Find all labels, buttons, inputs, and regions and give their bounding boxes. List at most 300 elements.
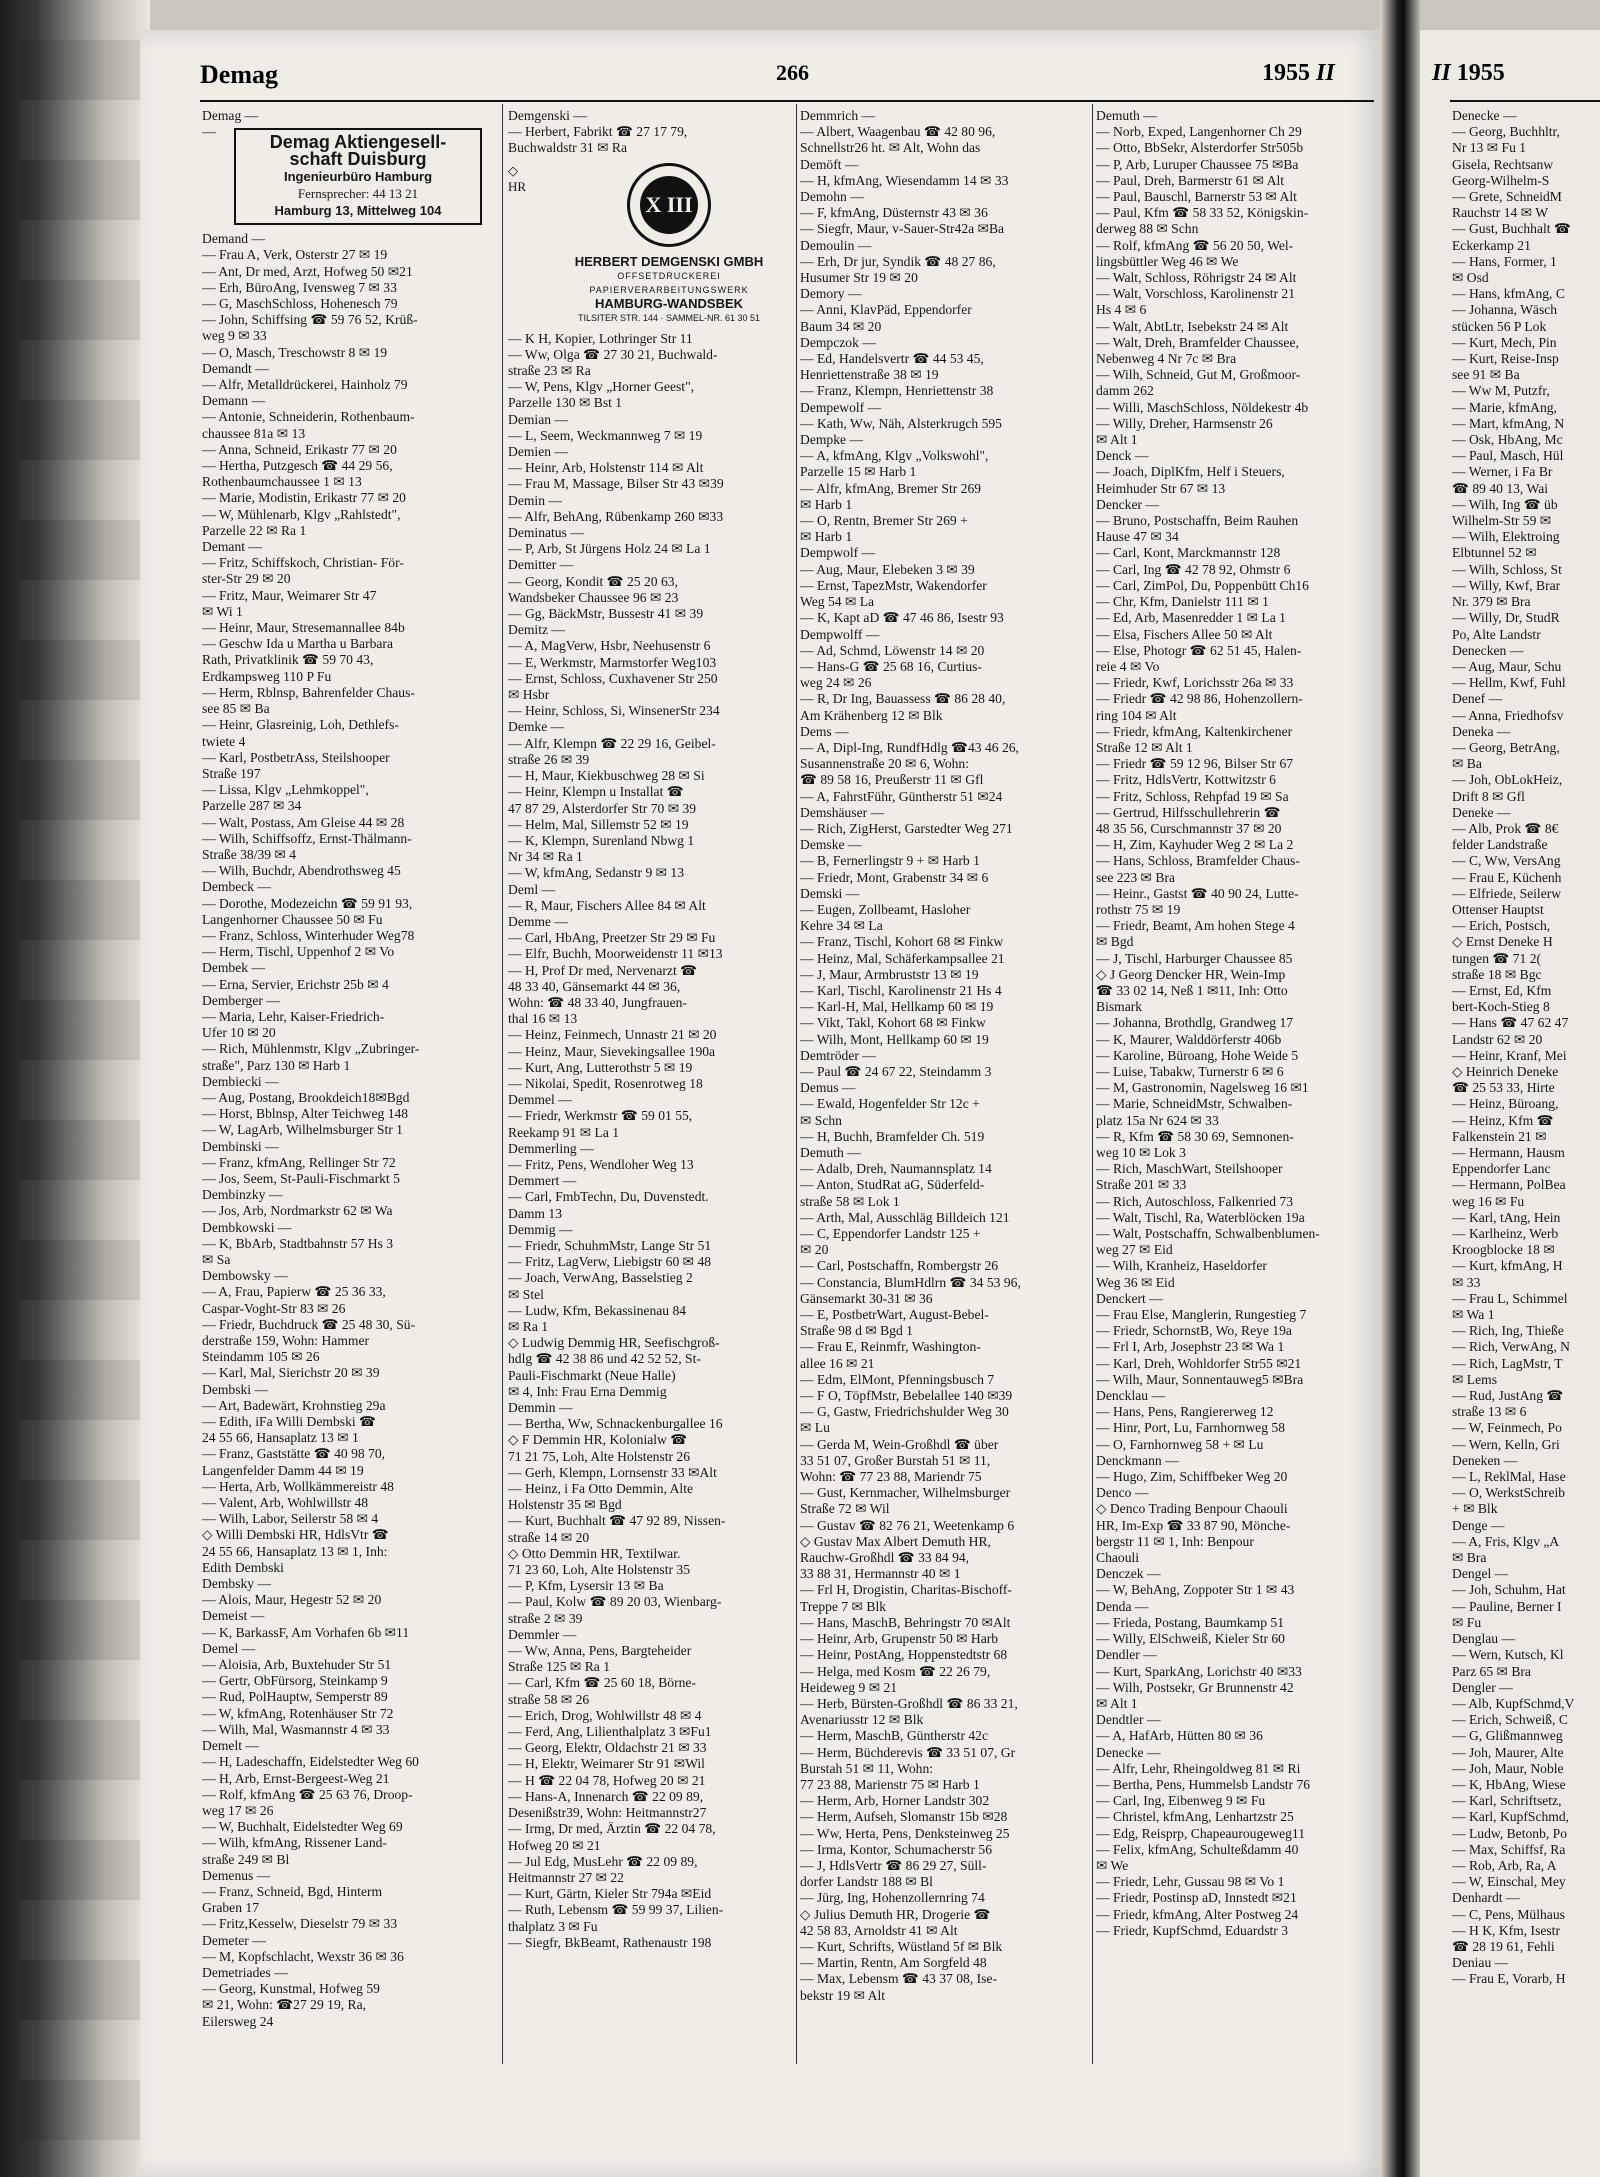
entry-line: — Carl, Kont, Marckmannstr 128 [1096,545,1281,561]
entry-line: — Osk, HbAng, Mc [1452,432,1563,448]
entry-line: — Franz, kfmAng, Rellinger Str 72 [202,1154,396,1170]
entry-line: Parzelle 15 ✉ Harb 1 [800,464,917,480]
entry-line: 24 55 66, Hansaplatz 13 ✉ 1, Inh: [202,1543,388,1559]
entry-line: Landstr 62 ✉ 20 [1452,1031,1543,1047]
entry-line: — Aloisia, Arb, Buxtehuder Str 51 [202,1657,392,1673]
entry-line: — Bertha, Ww, Schnackenburgallee 16 [508,1416,723,1432]
entry-line: — Frau M, Massage, Bilser Str 43 ✉39 [508,476,724,492]
entry-line: Demberger — [202,992,280,1008]
ad-line: HAMBURG-WANDSBEK [594,295,744,311]
ad-line: OFFSETDRUCKEREI [617,270,721,281]
entry-line: Dembski — [202,1381,269,1397]
entry-line: Dembowsky — [202,1268,288,1284]
entry-line: Wandsbeker Chaussee 96 ✉ 23 [508,589,679,605]
entry-line: — Wilh, Ing ☎ üb [1452,496,1558,512]
entry-line: allee 16 ✉ 21 [800,1355,875,1371]
entry-line: — Heinz, Maur, Sievekingsallee 190a [508,1043,716,1059]
entry-line: Rath, Privatklinik ☎ 59 70 43, [202,652,374,668]
entry-line: — Joach, VerwAng, Basselstieg 2 [508,1270,693,1286]
entry-line: — Edm, ElMont, Pfenningsbusch 7 [800,1371,995,1387]
entry-line: — M, Gastronomin, Nagelsweg 16 ✉1 [1096,1080,1309,1096]
entry-line: ✉ Fu [1452,1614,1482,1630]
entry-line: Eppendorfer Lanc [1452,1161,1551,1177]
entry-line: ☎ 89 40 13, Wai [1452,480,1549,496]
column-divider-1 [502,104,503,2064]
entry-line: Demand — [202,231,266,247]
entry-line: — B, Fernerlingstr 9 + ✉ Harb 1 [800,853,980,869]
entry-line: Weg 36 ✉ Eid [1096,1274,1175,1290]
entry-line: — Irma, Kontor, Schumacherstr 56 [800,1841,992,1857]
column-2 [508,108,798,2068]
entry-line: ☎ 89 58 16, Preußerstr 11 ✉ Gfl [800,772,984,788]
entry-line: — Herm, MaschB, Güntherstr 42c [800,1728,989,1744]
entry-line: — Norb, Exped, Langenhorner Ch 29 [1096,124,1302,140]
entry-line: — Aug, Maur, Elebeken 3 ✉ 39 [800,561,975,577]
entry-line: — Heinz, Mal, Schäferkampsallee 21 [800,950,1005,966]
entry-line: — Heinr, PostAng, Hoppenstedtstr 68 [800,1647,1008,1663]
entry-line: — W, Buchhalt, Eidelstedter Weg 69 [202,1819,403,1835]
entry-line: ✉ Ra 1 [508,1319,549,1334]
entry-line: Gänsemarkt 30-31 ✉ 36 [800,1290,933,1306]
entry-line: Dempczok — [800,334,876,350]
entry-line: — Wern, Kelln, Gri [1452,1436,1560,1452]
entry-line: — Carl, Ing, Eibenweg 9 ✉ Fu [1096,1793,1266,1809]
entry-line: Denecke — [1452,108,1517,123]
entry-line: weg 27 ✉ Eid [1096,1242,1173,1258]
entry-line: — Antonie, Schneiderin, Rothenbaum- [202,409,415,425]
entry-line: — Eugen, Zollbeamt, Hasloher [800,901,971,917]
entry-line: — Willi, MaschSchloss, Nöldekestr 4b [1096,399,1309,415]
entry-line: — H, Arb, Ernst-Bergeest-Weg 21 [202,1770,390,1786]
entry-line: — Friedr, Beamt, Am hohen Stege 4 [1096,918,1295,934]
entry-line: — Edg, Reisprp, Chapeaurougeweg11 [1096,1825,1306,1841]
entry-line: — Ernst, Schloss, Cuxhavener Str 250 [508,670,718,686]
entry-line: Steindamm 105 ✉ 26 [202,1349,320,1365]
entry-line: — Erna, Servier, Erichstr 25b ✉ 4 [202,976,389,992]
entry-line: — Gg, BäckMstr, Bussestr 41 ✉ 39 [508,606,704,622]
entry-line: — Rob, Arb, Ra, A [1452,1857,1557,1873]
entry-line: ster-Str 29 ✉ 20 [202,571,291,587]
entry-line: — Geschw Ida u Martha u Barbara [202,636,393,652]
entry-line: — Arth, Mal, Ausschläg Billdeich 121 [800,1209,1010,1225]
entry-line: — Alfr, kfmAng, Bremer Str 269 [800,480,982,496]
entry-line: Dembiecki — [202,1073,279,1089]
entry-line: — Wilh, Elektroing [1452,529,1560,545]
entry-line: — Rich, VerwAng, N [1452,1339,1570,1355]
entry-line: — Alois, Maur, Hegestr 52 ✉ 20 [202,1592,382,1608]
entry-line: ◇ Otto Demmin HR, Textilwar. [508,1545,681,1561]
entry-line: ✉ Sa [202,1252,231,1267]
entry-line: Rauchstr 14 ✉ W [1452,205,1549,221]
entry-line: — Johanna, Wäsch [1452,302,1558,318]
entry-line: — Heinr, Arb, Grupenstr 50 ✉ Harb [800,1631,999,1647]
entry-line: ✉ Wa 1 [1452,1307,1495,1323]
entry-line: Husumer Str 19 ✉ 20 [800,270,918,286]
entry-line: Nr 34 ✉ Ra 1 [508,849,583,865]
entry-line: — R, Kfm ☎ 58 30 69, Semnonen- [1096,1128,1294,1144]
entry-line: — Fritz, Pens, Wendloher Weg 13 [508,1156,694,1172]
entry-line: see 85 ✉ Ba [202,701,270,717]
right-volume-numeral: II [1432,60,1451,86]
entry-line: Dencker — [1096,496,1160,512]
entry-line: Denda — [1096,1598,1149,1614]
entry-line: — Alfr, Metalldrückerei, Hainholz 79 [202,377,408,393]
entry-line: Dembeck — [202,879,272,895]
entry-line: — J, Maur, Armbruststr 13 ✉ 19 [800,966,979,982]
entry-line: Demöft — [800,156,859,172]
entry-line: — Georg, Kondit ☎ 25 20 63, [508,573,678,589]
entry-line: Rauchw-Großhdl ☎ 33 84 94, [800,1550,970,1566]
entry-line: damm 262 [1096,383,1154,399]
entry-line: Dengler — [1452,1679,1513,1695]
entry-line: Erdkampsweg 110 P Fu [202,668,332,684]
entry-line: — P, Arb, St Jürgens Holz 24 ✉ La 1 [508,541,711,557]
entry-line: — A, FahrstFühr, Güntherstr 51 ✉24 [800,788,1003,804]
entry-line: — Jul Edg, MusLehr ☎ 22 09 89, [508,1853,698,1869]
entry-line: — Joh, Maur, Noble [1452,1760,1564,1776]
entry-line: Demmert — [508,1173,577,1189]
entry-line: Deml — [508,881,556,897]
entry-line: Demetriades — [202,1964,288,1980]
entry-line: — Rolf, kfmAng ☎ 56 20 50, Wel- [1096,237,1294,253]
entry-line: — Art, Badewärt, Krohnstieg 29a [202,1397,386,1413]
entry-line: — W, Pens, Klgv „Horner Geest", [508,379,695,395]
entry-line: — Hans, kfmAng, C [1452,286,1565,302]
entry-line: ✉ 4, Inh: Frau Erna Demmig [508,1383,667,1399]
entry-line: 42 58 83, Arnoldstr 41 ✉ Alt [800,1922,958,1938]
entry-line: — Adalb, Dreh, Naumannsplatz 14 [800,1161,992,1177]
entry-line: — Carl, Kfm ☎ 25 60 18, Börne- [508,1675,696,1691]
column-divider-3 [1092,104,1093,2064]
entry-line: — Friedr, Werkmstr ☎ 59 01 55, [508,1108,693,1124]
entry-line: — Frau E, Vorarb, H [1452,1971,1566,1987]
entry-line: 33 51 07, Großer Burstah 51 ✉ 11, [800,1452,991,1468]
entry-line: — Erich, Postsch, [1452,918,1551,934]
entry-line: — Kurt, Mech, Pin [1452,334,1557,350]
entry-line: — Valent, Arb, Wohlwillstr 48 [202,1495,369,1511]
entry-line: 48 35 56, Curschmannstr 37 ✉ 20 [1096,820,1282,836]
entry-line: Graben 17 [202,1900,259,1916]
entry-line: straße 249 ✉ Bl [202,1851,290,1867]
entry-line: — Friedr ☎ 59 12 96, Bilser Str 67 [1096,756,1294,772]
entry-line: — Heinz, Kfm ☎ [1452,1112,1554,1128]
entry-line: Demuth — [800,1145,861,1160]
entry-line: — Friedr, Mont, Grabenstr 34 ✉ 6 [800,869,989,885]
entry-line: — A, Fris, Klgv „A [1452,1533,1560,1549]
entry-line: 47 87 29, Alsterdorfer Str 70 ✉ 39 [508,800,697,816]
entry-line: — Ant, Dr med, Arzt, Hofweg 50 ✉21 [202,263,413,279]
entry-line: — Rich, LagMstr, T [1452,1355,1563,1371]
entry-line: — J, Tischl, Harburger Chaussee 85 [1096,950,1293,966]
entry-line: — G, Gastw, Friedrichshulder Weg 30 [800,1404,1009,1420]
entry-line: Demske — [800,837,862,853]
entry-line: — A, Frau, Papierw ☎ 25 36 33, [202,1284,386,1300]
entry-line: Demgenski — [508,108,587,123]
entry-line: Demke — [508,719,565,735]
entry-line: Kroogblocke 18 ✉ [1452,1242,1555,1258]
entry-line: ✉ Bra [1452,1550,1487,1566]
entry-line: — H, kfmAng, Wiesendamm 14 ✉ 33 [800,172,1009,188]
entry-line: bert-Koch-Stieg 8 [1452,999,1550,1015]
entry-line: ✉ We [1096,1857,1129,1873]
running-head: Demag [200,60,278,89]
entry-line: — Irmg, Dr med, Ärztin ☎ 22 04 78, [508,1821,716,1837]
entry-line: — Ruth, Lebensm ☎ 59 99 37, Lilien- [508,1902,724,1918]
entry-line: 71 21 75, Loh, Alte Holstenstr 26 [508,1448,690,1464]
ad-line: Fernsprecher: 44 13 21 [297,186,419,202]
book-edge-shadow [0,0,150,2177]
entry-line: — Vikt, Takl, Kohort 68 ✉ Finkw [800,1015,986,1031]
entry-line: Drift 8 ✉ Gfl [1452,788,1525,804]
entry-line: HR, Im-Exp ☎ 33 87 90, Mönche- [1096,1517,1291,1533]
entry-line: Deneka — [1452,723,1511,739]
entry-line: — Max, Schiffsf, Ra [1452,1841,1566,1857]
entry-line: Straße 125 ✉ Ra 1 [508,1659,610,1675]
entry-line: Deneke — [1452,804,1511,820]
entry-line: Demme — [508,913,569,929]
entry-line: — L, ReklMal, Hase [1452,1469,1566,1485]
entry-line: — Friedr, kfmAng, Alter Postweg 24 [1096,1906,1299,1922]
page-number: 266 [776,60,809,85]
entry-line: — F, kfmAng, Düsternstr 43 ✉ 36 [800,205,988,221]
entry-line: — Felix, kfmAng, Schulteßdamm 40 [1096,1841,1299,1857]
entry-line: — Heinr, Kranf, Mei [1452,1047,1567,1063]
entry-line: ✉ Alt 1 [1096,432,1138,448]
entry-line: ◇ Willi Dembski HR, HdlsVtr ☎ [202,1527,389,1543]
entry-line: — P, Kfm, Lysersir 13 ✉ Ba [508,1578,664,1594]
entry-line: — [202,124,216,139]
entry-line: Straße 38/39 ✉ 4 [202,846,297,862]
entry-line: — Ernst, TapezMstr, Wakendorfer [800,577,987,593]
entry-line: — Ww, Herta, Pens, Denksteinweg 25 [800,1825,1010,1841]
entry-line: ✉ Bgd [1096,934,1134,950]
entry-line: weg 10 ✉ Lok 3 [1096,1145,1186,1160]
entry-line: — Joach, DiplKfm, Helf i Steuers, [1096,464,1285,480]
entry-line: Heimhuder Str 67 ✉ 13 [1096,480,1226,496]
entry-line: — A, kfmAng, Klgv „Volkswohl", [800,448,989,464]
entry-line: ◇ Ludwig Demmig HR, Seefischgroß- [508,1335,720,1351]
hr-mark: HR [508,178,527,194]
entry-line: — Frau E, Küchenh [1452,869,1562,885]
entry-line: — Fritz, Schiffskoch, Christian- För- [202,555,404,571]
entry-line: ◇ Julius Demuth HR, Drogerie ☎ [800,1906,991,1922]
entry-line: — Carl, Postschaffn, Rombergstr 26 [800,1258,999,1274]
ad-line: Demag Aktiengesell- [269,132,447,153]
entry-line: — Edith, iFa Willi Dembski ☎ [202,1414,376,1430]
right-page-head [1432,60,1505,87]
entry-line: Deminatus — [508,525,584,541]
entry-line: — Fritz,Kesselw, Dieselstr 79 ✉ 33 [202,1916,398,1932]
entry-line: 77 23 88, Marienstr 75 ✉ Harb 1 [800,1776,980,1792]
entry-line: — Anni, KlavPäd, Eppendorfer [800,302,972,318]
entry-line: — Frau L, Schimmel [1452,1290,1568,1306]
entry-line: straße 13 ✉ 6 [1452,1404,1527,1420]
entry-line: ◇ Heinrich Deneke [1452,1063,1559,1079]
entry-line: — Ewald, Hogenfelder Str 12c + [800,1096,980,1112]
entry-line: Demory — [800,286,862,302]
entry-line: — Dorothe, Modezeichn ☎ 59 91 93, [202,895,413,911]
entry-line: — Max, Lebensm ☎ 43 37 08, Ise- [800,1971,998,1987]
entry-list [508,331,798,1951]
entry-line: — Heinz, Büroang, [1452,1096,1559,1112]
entry-line: Demeter — [202,1932,266,1948]
entry-line: — Karl, KupfSchmd, [1452,1809,1570,1825]
entry-line: Straße 201 ✉ 33 [1096,1177,1187,1193]
entry-line: Dengel — [1452,1566,1509,1582]
entry-line: reie 4 ✉ Vo [1096,658,1160,674]
entry-line: — Martin, Rentn, Am Sorgfeld 48 [800,1955,987,1971]
demag-advertisement [234,128,482,225]
entry-line: — Marie, Modistin, Erikastr 77 ✉ 20 [202,490,406,506]
entry-line: — C, Pens, Mülhaus [1452,1906,1565,1922]
entry-line: ◇ J Georg Dencker HR, Wein-Imp [1096,966,1286,982]
entry-line: — Jos, Arb, Nordmarkstr 62 ✉ Wa [202,1203,393,1219]
entry-line: — Joh, Schuhm, Hat [1452,1582,1566,1598]
entry-line: Deniau — [1452,1955,1509,1971]
entry-line: — Ferd, Ang, Lilienthalplatz 3 ✉Fu1 [508,1724,712,1740]
entry-line: — K, HbAng, Wiese [1452,1776,1566,1792]
entry-line: — Elfriede, Seilerw [1452,885,1562,901]
entry-line: Baum 34 ✉ 20 [800,318,882,334]
entry-line: lingsbüttler Weg 46 ✉ We [1096,253,1239,269]
entry-line: — Bertha, Pens, Hummelsb Landstr 76 [1096,1776,1311,1792]
entry-line: — W, Feinmech, Po [1452,1420,1562,1436]
entry-line: Demann — [202,393,266,409]
entry-line: see 223 ✉ Bra [1096,869,1175,885]
entry-line: Dendler — [1096,1647,1157,1663]
entry-line: — Kath, Ww, Näh, Alsterkrugch 595 [800,415,1002,431]
entry-line: — G, Glißmannweg [1452,1728,1563,1744]
entry-line: Dempwolff — [800,626,880,642]
entry-line: — K, Maurer, Walddörferstr 406b [1096,1031,1282,1047]
entry-line: Demmerling — [508,1140,594,1156]
entry-line: Denckmann — [1096,1452,1179,1468]
entry-line: — H, Buchh, Bramfelder Ch. 519 [800,1128,985,1144]
entry-list [800,108,1092,2004]
entry-line: — Heinr, Schloss, Si, WinsenerStr 234 [508,703,720,719]
entry-line: Dempwolf — [800,545,876,561]
entry-line: — Hans, Schloss, Bramfelder Chaus- [1096,853,1300,869]
entry-line: Demtröder — [800,1047,876,1063]
entry-line: — H, Zim, Kayhuder Weg 2 ✉ La 2 [1096,837,1294,853]
entry-line: Schnellstr26 ht. ✉ Alt, Wohn das [800,140,981,156]
entry-line: ✉ Osd [1452,270,1489,286]
entry-line: ◇ Denco Trading Benpour Chaouli [1096,1501,1288,1517]
entry-line: — Friedr, SchuhmMstr, Lange Str 51 [508,1237,712,1253]
entry-line: — H, Elektr, Weimarer Str 91 ✉Wil [508,1756,705,1772]
entry-line: — Bruno, Postschaffn, Beim Rauhen [1096,513,1299,529]
entry-line: — Gust, Buchhalt ☎ [1452,221,1571,237]
entry-line: straße 14 ✉ 20 [508,1529,590,1545]
entry-line: — Frieda, Postang, Baumkamp 51 [1096,1614,1285,1630]
entry-line: — Wilh, Maur, Sonnentauweg5 ✉Bra [1096,1371,1304,1387]
entry-line: — Gustav ☎ 82 76 21, Weetenkamp 6 [800,1517,1015,1533]
entry-line: — Friedr, SchornstB, Wo, Reye 19a [1096,1323,1292,1339]
entry-line: — Carl, HbAng, Preetzer Str 29 ✉ Fu [508,930,716,946]
entry-line: — A, HafArb, Hütten 80 ✉ 36 [1096,1728,1263,1744]
entry-line: — Friedr, Lehr, Gussau 98 ✉ Vo 1 [1096,1874,1285,1890]
book-gutter [1380,0,1420,2177]
entry-line: 24 55 66, Hansaplatz 13 ✉ 1 [202,1430,359,1446]
entry-line: — Siegfr, Maur, v-Sauer-Str42a ✉Ba [800,221,1005,237]
entry-line: Dembinzky — [202,1187,283,1203]
entry-line: — H ☎ 22 04 78, Hofweg 20 ✉ 21 [508,1772,706,1788]
entry-line: — Rud, JustAng ☎ [1452,1388,1564,1404]
column-5 [1452,108,1600,2068]
entry-line: Denckert — [1096,1290,1163,1306]
entry-line: — Elfr, Buchh, Moorweidenstr 11 ✉13 [508,946,723,962]
entry-line: ◇ F Demmin HR, Kolonialw ☎ [508,1432,688,1448]
entry-line: tungen ☎ 71 2( [1452,950,1542,966]
entry-line: — W, kfmAng, Rotenhäuser Str 72 [202,1705,394,1721]
entry-line: Dembinski — [202,1138,279,1154]
entry-list [1096,108,1376,1939]
entry-line: — P, Arb, Luruper Chaussee 75 ✉Ba [1096,156,1299,172]
entry-line: Demitter — [508,557,574,573]
entry-line: — Erich, Schweiß, C [1452,1712,1568,1728]
entry-line: — Friedr, KupfSchmd, Eduardstr 3 [1096,1922,1289,1938]
entry-line: — Ww M, Putzfr, [1452,383,1550,399]
entry-line: Gisela, Rechtsanw [1452,156,1554,172]
entry-line: Demmler — [508,1626,577,1642]
entry-line: Demoulin — [800,237,872,253]
entry-line: ✉ Hsbr [508,687,550,703]
volume-numeral: II [1316,60,1335,86]
entry-line: thal 16 ✉ 13 [508,1011,578,1027]
entry-line: — Else, Photogr ☎ 62 51 45, Halen- [1096,642,1302,658]
entry-line: platz 15a Nr 624 ✉ 33 [1096,1112,1219,1128]
ad-line: schaft Duisburg [289,149,427,170]
entry-line: — Wilh, Kranheiz, Haseldorfer [1096,1258,1267,1274]
entry-line: chaussee 81a ✉ 13 [202,425,306,441]
entry-line: Demian — [508,411,569,427]
entry-line: weg 16 ✉ Fu [1452,1193,1525,1209]
entry-line: — Frau E, Reinmfr, Washington- [800,1339,981,1355]
entry-line: — Fritz, HdlsVertr, Kottwitzstr 6 [1096,772,1276,788]
entry-line: — H, Ladeschaffn, Eidelstedter Weg 60 [202,1754,419,1770]
entry-line: Demmel — [508,1092,572,1108]
entry-line: — Herm, Büchderevis ☎ 33 51 07, Gr [800,1744,1016,1760]
diamond-mark: ◇ [508,162,518,178]
entry-line: — Frl H, Drogistin, Charitas-Bischoff- [800,1582,1012,1598]
entry-line: Demag — [202,108,259,123]
entry-line: Nr. 379 ✉ Bra [1452,594,1531,610]
entry-line: — W, kfmAng, Sedanstr 9 ✉ 13 [508,865,685,881]
entry-line: — Karl, Mal, Sierichstr 20 ✉ 39 [202,1365,380,1381]
entry-line: — H, Prof Dr med, Nervenarzt ☎ [508,962,698,978]
entry-line: — Constancia, BlumHdlrn ☎ 34 53 96, [800,1274,1021,1290]
entry-line: — Anton, StudRat aG, Süderfeld- [800,1177,985,1193]
entry-line: Am Krähenberg 12 ✉ Blk [800,707,943,723]
entry-line: — Hermann, PolBea [1452,1177,1566,1193]
entry-line: Weg 54 ✉ La [800,594,875,610]
volume-year [1262,60,1335,87]
entry-line: Wilhelm-Str 59 ✉ [1452,513,1552,529]
entry-line: — Gertrud, Hilfsschullehrerin ☎ [1096,804,1281,820]
entry-line: Avenariusstr 12 ✉ Blk [800,1712,924,1728]
entry-line: — Wilh, Labor, Seilerstr 58 ✉ 4 [202,1511,379,1527]
entry-list-top [508,108,798,157]
bleed-through [20,40,140,2140]
entry-line: — K, BbArb, Stadtbahnstr 57 Hs 3 [202,1235,394,1251]
right-year-text: 1955 [1456,60,1505,86]
entry-line: straße 2 ✉ 39 [508,1610,583,1626]
entry-line: — Wilh, Schneid, Gut M, Großmoor- [1096,367,1301,383]
entry-line: — Paul, Kfm ☎ 58 33 52, Königskin- [1096,205,1309,221]
entry-line: Dems — [800,723,849,739]
entry-line: Rothenbaumchaussee 1 ✉ 13 [202,474,362,490]
entry-line: — Lissa, Klgv „Lehmkoppel", [202,782,369,798]
